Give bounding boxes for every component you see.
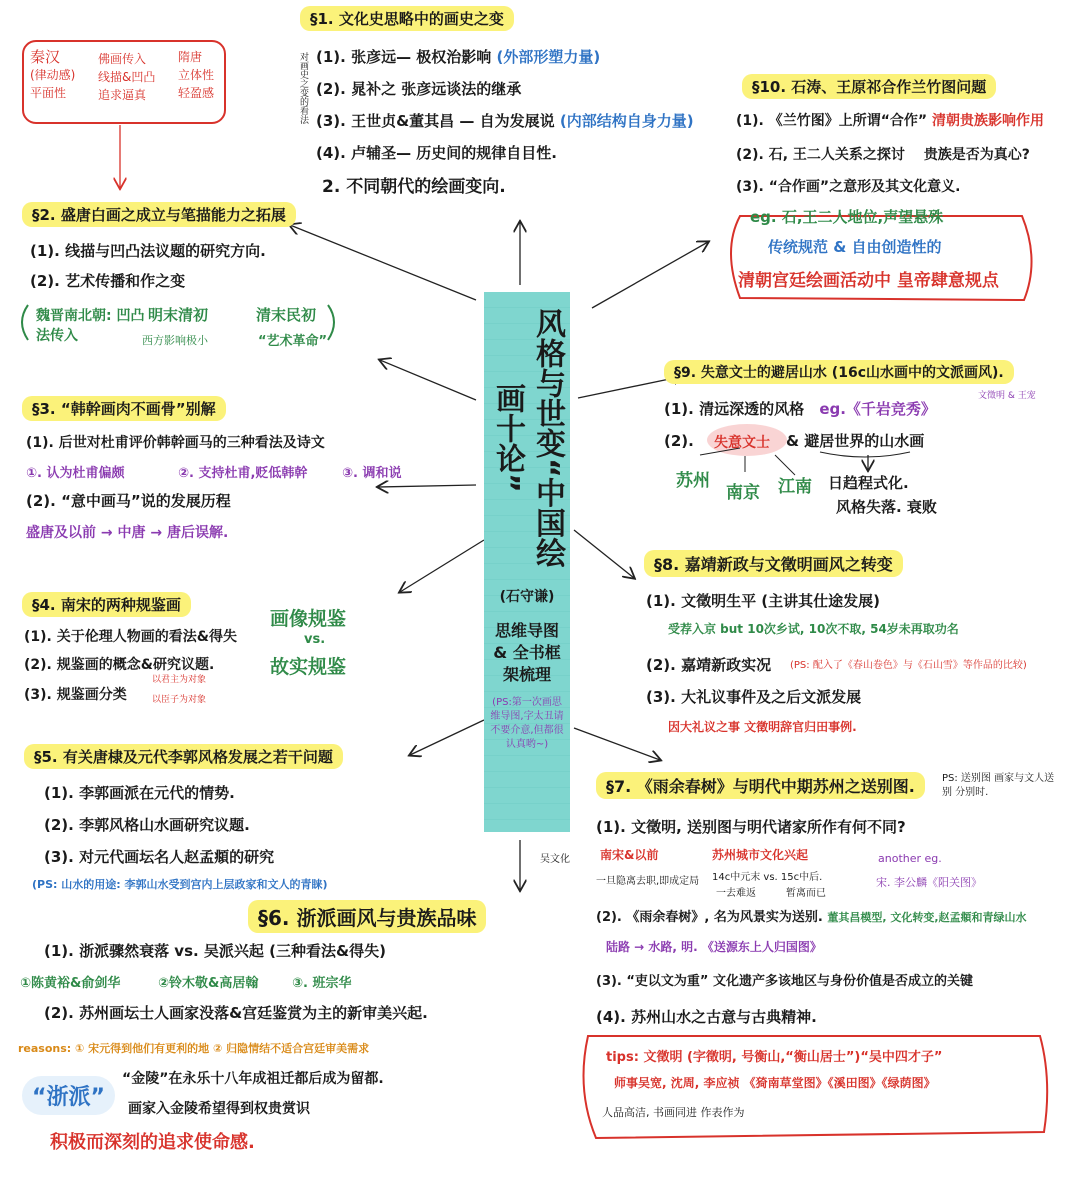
- s8-l3n: 因大礼议之事 文徵明辞官归田事例.: [668, 720, 857, 734]
- s3-o1: ①. 认为杜甫偏颇: [26, 466, 125, 481]
- s10-b2: 传统规范 & 自由创造性的: [768, 238, 942, 256]
- s7-w2: 南宋&以前: [600, 848, 659, 862]
- label: (律动感): [30, 68, 76, 82]
- s6-line2: (2). 苏州画坛士人画家没落&宫廷鉴赏为主的新审美兴起.: [44, 1004, 428, 1022]
- s6-b2: 画家入金陵希望得到权贵赏识: [128, 1101, 310, 1117]
- arrow-s8: [574, 530, 634, 578]
- s8-line2: (2). 嘉靖新政实况: [646, 656, 772, 674]
- s7-ps: PS: 送别图 画家与文人送别 分别时.: [942, 773, 1055, 798]
- s1-line5: 2. 不同朝代的绘画变向.: [322, 177, 506, 197]
- text: (1). 清远深透的风格: [664, 400, 805, 418]
- s7-line3: (3). “吏以文为重” 文化遗产多该地区与身份价值是否成立的关键: [596, 974, 974, 989]
- s4-note1: 以君主为对象: [152, 675, 207, 685]
- s8-l1n: 受荐入京 but 10次乡试, 10次不取, 54岁未再取功名: [668, 622, 959, 636]
- arrow-s5: [410, 720, 484, 755]
- text: (3). 王世贞&董其昌 — 自为发展说: [316, 112, 555, 130]
- center-subtitle: 思维导图 & 全书框架梳理: [493, 621, 561, 684]
- text: (1). 张彦远— 极权治影响: [316, 48, 492, 66]
- s4-line2: (2). 规鉴画的概念&研究议题.: [24, 657, 215, 673]
- s4-note2: 以臣子为对象: [152, 695, 207, 705]
- s4-vs: vs.: [304, 632, 326, 647]
- s7-w7: 暂离而已: [786, 888, 826, 899]
- s10-section: [742, 74, 996, 99]
- s8-line1: (1). 文徵明生平 (主讲其仕途发展): [646, 592, 881, 610]
- center-title: 风格与世变“中国绘画十论”: [490, 308, 565, 568]
- s7-tips: tips: 文徵明 (字徵明, 号衡山,“衡山居士”)“吴中四才子”: [606, 1050, 943, 1065]
- s3-o3: ③. 调和说: [342, 466, 402, 481]
- s9-title: §9. 失意文士的避居山水 (16c山水画中的文派画风).: [664, 360, 1014, 384]
- s8-l2n: (PS: 配入了《春山卷色》与《石山雪》等作品的比较): [790, 660, 1027, 671]
- s1-section: [300, 6, 514, 31]
- s2-g3b: “艺术革命”: [258, 334, 328, 349]
- s10-line3: (3). “合作画”之意形及其文化意义.: [736, 179, 961, 195]
- s9-city1: 苏州: [676, 471, 710, 491]
- s2-g2: 明末清初: [148, 306, 209, 324]
- s1-side: 对画史之变的看法: [298, 52, 308, 124]
- s7-line4: (4). 苏州山水之古意与古典精神.: [596, 1008, 817, 1026]
- note: 清朝贵族影响作用: [932, 113, 1045, 129]
- s2-g1: 魏晋南北朝: 凹凸法传入: [36, 308, 145, 344]
- s8-line3: (3). 大礼议事件及之后文派发展: [646, 688, 862, 706]
- s6-title: §6. 浙派画风与贵族品味: [248, 900, 486, 933]
- s10-b1: eg. 石,王二人地位,声望悬殊: [750, 208, 944, 226]
- s9-node2: & 避居世界的山水画: [786, 432, 925, 450]
- s6-b1: “金陵”在永乐十八年成祖迁都后成为留都.: [122, 1071, 384, 1087]
- s7-tips2: 师事吴宽, 沈周, 李应祯 《猗南草堂图》《溪田图》《绿荫图》: [614, 1076, 936, 1090]
- s1-line2: (2). 晁补之 张彦远谈法的继承: [316, 80, 522, 98]
- s7-w9: 宋. 李公麟《阳关图》: [876, 876, 982, 889]
- s9-node1: 失意文士: [714, 435, 770, 451]
- s7-w4: 一旦隐离去职,即成定局: [596, 876, 700, 887]
- s7-l2b: 陆路 → 水路, 明. 《送源东上人归国图》: [606, 940, 822, 954]
- label: 秦汉: [30, 48, 61, 66]
- note: 董其昌模型, 文化转变,赵孟頫和青绿山水: [827, 911, 1027, 924]
- s2-g2b: 西方影响极小: [142, 334, 208, 347]
- s6-line1: (1). 浙派骤然衰落 vs. 吴派兴起 (三种看法&得失): [44, 942, 386, 960]
- s9-city2: 南京: [726, 483, 760, 503]
- s5-section: [24, 744, 343, 769]
- s4-right2: 故实规鉴: [270, 656, 347, 678]
- s2-line2: (2). 艺术传播和作之变: [30, 272, 186, 290]
- label: 追求逼真: [98, 88, 147, 102]
- s3-flow: 盛唐及以前 → 中唐 → 唐后误解.: [26, 525, 229, 541]
- s7-section: [596, 772, 925, 799]
- s4-right1: 画像规鉴: [270, 608, 347, 630]
- s9-r2: 风格失落. 衰败: [836, 498, 937, 516]
- text: (2). 石, 王二人关系之探讨: [736, 147, 905, 163]
- arrow-s3-top: [380, 360, 476, 400]
- s3-line1: (1). 后世对杜甫评价韩幹画马的三种看法及诗文: [26, 435, 325, 451]
- s6-reasons: reasons: ① 宋元得到他们有更利的地 ② 归隐情结不适合宫廷审美需求: [18, 1042, 370, 1055]
- s7-w6: 一去难返: [716, 888, 756, 899]
- label: 线描&凹凸: [98, 70, 156, 84]
- s6-section: [248, 900, 486, 933]
- note: (外部形塑力量): [496, 48, 601, 66]
- center-author: (石守谦): [499, 589, 555, 605]
- s6-o1: ①陈黄裕&俞剑华: [20, 976, 121, 991]
- label: 隋唐: [178, 50, 203, 64]
- s9-section: [664, 360, 1014, 384]
- s9-r1: 日趋程式化.: [828, 474, 909, 492]
- s6-o3: ③. 班宗华: [292, 976, 352, 991]
- arrow-s4: [400, 540, 484, 592]
- s7-tips3: 人品高洁, 书画同进 作表作为: [602, 1106, 745, 1119]
- text: (1). 《兰竹图》上所谓“合作”: [736, 113, 928, 129]
- s5-line2: (2). 李郭风格山水画研究议题.: [44, 816, 250, 834]
- s2-section: [22, 202, 296, 227]
- s8-section: [644, 550, 903, 577]
- s5-ps: (PS: 山水的用途: 李郭山水受到宫内上层政家和文人的青睐): [32, 878, 328, 891]
- arrow-s7: [574, 728, 660, 760]
- s3-o2: ②. 支持杜甫,贬低韩幹: [178, 466, 308, 481]
- s5-line3: (3). 对元代画坛名人赵孟頫的研究: [44, 848, 275, 866]
- s7-w3: 苏州城市文化兴起: [712, 848, 809, 862]
- center-ps: (PS:第一次画思维导图,字太丑请不要介意,但都很认真哟~): [490, 697, 564, 750]
- s1-line3: [316, 110, 694, 131]
- s1-line4: (4). 卢辅圣— 历史间的规律自目性.: [316, 144, 557, 162]
- topleft-col3: [178, 48, 214, 102]
- s6-zhe: “浙派”: [22, 1076, 115, 1115]
- s9-city3: 江南: [778, 477, 812, 497]
- s1-title: §1. 文化史思略中的画史之变: [300, 6, 514, 31]
- s8-title: §8. 嘉靖新政与文徵明画风之转变: [644, 550, 903, 577]
- label: 立体性: [178, 68, 215, 82]
- note: (内部结构自身力量): [559, 112, 694, 130]
- arrow-s3: [378, 485, 476, 487]
- s10-title: §10. 石涛、王原祁合作兰竹图问题: [742, 74, 996, 99]
- s4-title: §4. 南宋的两种规鉴画: [22, 592, 191, 617]
- s7-line1: (1). 文徵明, 送别图与明代诸家所作有何不同?: [596, 818, 906, 836]
- label: 平面性: [30, 86, 67, 100]
- note: eg.《千岩竞秀》: [819, 400, 936, 418]
- s9-eg2: 文徵明 & 王宠: [978, 391, 1036, 401]
- label: 轻盈感: [178, 86, 215, 100]
- s2-title: §2. 盛唐白画之成立与笔描能力之拓展: [22, 202, 296, 227]
- s4-section: [22, 592, 191, 617]
- s7-w1: 吴文化: [540, 854, 570, 865]
- text: (2). 《雨余春树》, 名为风景实为送别.: [596, 910, 823, 925]
- s3-title: §3. “韩幹画肉不画骨”别解: [22, 396, 226, 421]
- s2-line1: (1). 线描与凹凸法议题的研究方向.: [30, 242, 266, 260]
- arrow-s2: [290, 225, 476, 300]
- s6-o2: ②铃木敬&高居翰: [158, 976, 259, 991]
- s6-b3: 积极而深刻的追求使命感.: [50, 1132, 255, 1153]
- s4-line1: (1). 关于伦理人物画的看法&得失: [24, 629, 237, 645]
- topleft-col2: [98, 50, 155, 104]
- topleft-col1: [30, 48, 75, 102]
- s1-line1: [316, 46, 600, 67]
- s5-line1: (1). 李郭画派在元代的情势.: [44, 784, 235, 802]
- s3-line2: (2). “意中画马”说的发展历程: [26, 492, 231, 510]
- s5-title: §5. 有关唐棣及元代李郭风格发展之若干问题: [24, 744, 343, 769]
- s7-line2: [596, 906, 1027, 925]
- s7-title: §7. 《雨余春树》与明代中期苏州之送别图.: [596, 772, 925, 799]
- s7-w5: 14c中元末 vs. 15c中后.: [712, 872, 823, 883]
- s10-b3: 清朝宫廷绘画活动中 皇帝肆意规点: [738, 271, 999, 291]
- arrow-s10: [592, 242, 708, 308]
- s2-g3: 清末民初: [256, 306, 317, 324]
- label: 佛画传入: [98, 52, 147, 66]
- note: 贵族是否为真心?: [923, 147, 1030, 163]
- s10-line1: [736, 110, 1044, 130]
- s7-w8: another eg.: [878, 852, 942, 865]
- s4-line3: (3). 规鉴画分类: [24, 687, 127, 703]
- s9-line2: (2).: [664, 432, 694, 450]
- s10-line2: [736, 144, 1030, 164]
- s3-section: [22, 396, 226, 421]
- s9-line1: [664, 398, 936, 419]
- center-title-box: [484, 292, 570, 832]
